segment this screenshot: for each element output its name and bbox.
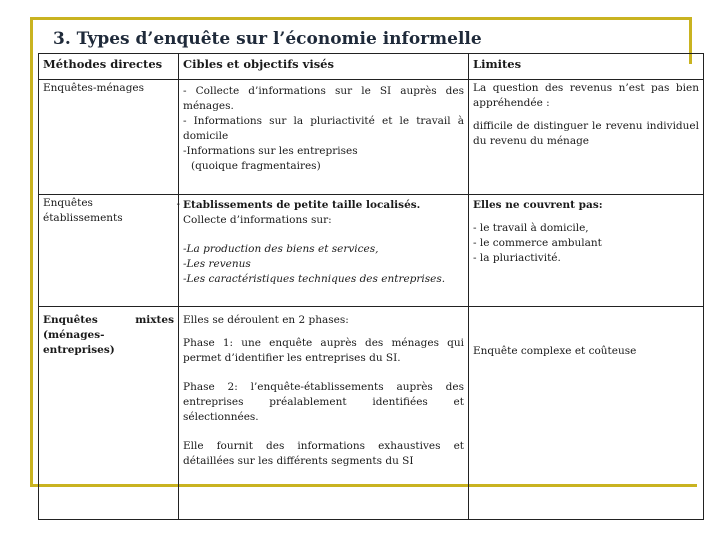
- survey-types-table: [38, 53, 704, 520]
- target-line: -La production des biens et services,: [183, 243, 379, 255]
- limit-line: Enquête complexe et coûteuse: [473, 345, 637, 357]
- header-methods: Méthodes directes: [39, 54, 179, 80]
- target-line: -Les revenus: [183, 258, 251, 270]
- limit-line: Elles ne couvrent pas:: [473, 199, 603, 211]
- target-line: -Informations sur les entreprises: [183, 145, 358, 157]
- row-limits: [469, 80, 704, 195]
- target-line: Elles se déroulent en 2 phases:: [183, 314, 349, 326]
- frame-top-line: [30, 17, 692, 20]
- target-line: - Informations sur la pluriactivité et le travail à domicile: [183, 115, 464, 142]
- limit-line: - le travail à domicile,: [473, 222, 589, 234]
- limit-line: - la pluriactivité.: [473, 252, 561, 264]
- frame-left-line-long: [30, 57, 33, 487]
- row-method: Enquêtes établissements -: [39, 195, 179, 307]
- row-targets: [179, 80, 469, 195]
- row-limits: [469, 195, 704, 307]
- row-limits: [469, 307, 704, 520]
- header-row: [39, 54, 704, 80]
- header-limits: Limites: [469, 54, 704, 80]
- target-line: -Les caractéristiques techniques des entreprises.: [183, 273, 446, 285]
- row-method: Enquêtes mixtes (ménages-entreprises): [39, 307, 179, 520]
- table-row: [39, 195, 704, 307]
- row-method: Enquêtes-ménages: [39, 80, 179, 195]
- target-line: - Collecte d’informations sur le SI auprès des ménages.: [183, 85, 464, 112]
- limit-line: La question des revenus n’est pas bien appréhendée :: [473, 82, 699, 109]
- target-line: Etablissements de petite taille localisés.: [183, 199, 421, 211]
- limit-line: - le commerce ambulant: [473, 237, 602, 249]
- table-row: [39, 80, 704, 195]
- table-row: [39, 307, 704, 520]
- slide-title: 3. Types d’enquête sur l’économie informelle: [53, 29, 482, 49]
- limit-line: difficile de distinguer le revenu individuel du revenu du ménage: [473, 120, 699, 147]
- header-targets: Cibles et objectifs visés: [179, 54, 469, 80]
- target-line: Collecte d’informations sur:: [183, 214, 332, 226]
- target-line: Phase 2: l’enquête-établissements auprès des entreprises préalablement identifiées et sélectionnées.: [183, 381, 464, 423]
- row-targets: [179, 307, 469, 520]
- target-line: (quoique fragmentaires): [191, 160, 321, 172]
- row-targets: [179, 195, 469, 307]
- target-line: Elle fournit des informations exhaustives et détaillées sur les différents segments du SI: [183, 440, 464, 467]
- target-line: Phase 1: une enquête auprès des ménages qui permet d’identifier les entreprises du SI.: [183, 337, 464, 364]
